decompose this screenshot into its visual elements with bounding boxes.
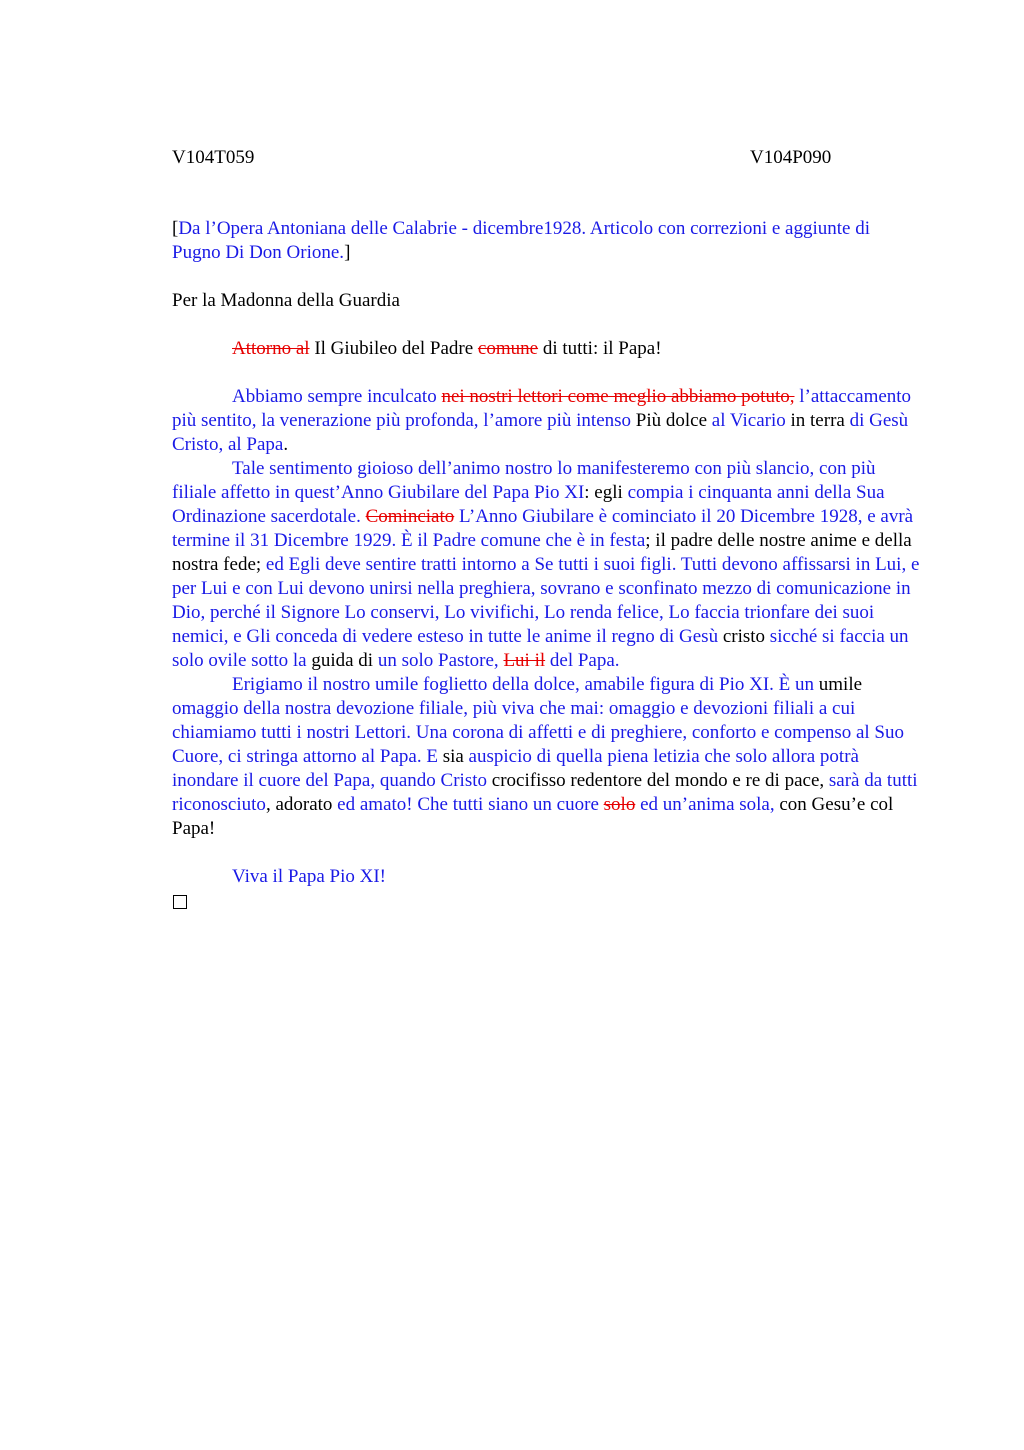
page-title: Per la Madonna della Guardia <box>172 290 400 311</box>
note-close-bracket: ] <box>344 242 351 263</box>
original-text: ; il padre delle nostre anime e della nostra fede; <box>172 530 912 575</box>
deleted-text: Attorno al <box>232 338 310 359</box>
added-text: Erigiamo il nostro umile foglietto della dolce, amabile figura di Pio XI. È un <box>232 674 815 695</box>
original-text: , adorato <box>265 794 338 815</box>
deleted-text: solo <box>603 794 636 815</box>
original-text: con Gesu’e col Papa! <box>172 794 894 839</box>
document-codes <box>172 146 920 170</box>
added-text: auspicio di quella piena letizia che solo allora potrà inondare il cuore del Papa, quando Cristo <box>172 746 859 791</box>
added-text: compia i cinquanta anni della Sua Ordinazione sacerdotale. <box>172 482 885 527</box>
original-text: in terra <box>785 410 850 431</box>
editorial-note <box>172 217 920 265</box>
deleted-text: Lui il <box>503 650 546 671</box>
added-text: sicché si faccia un solo ovile sotto la <box>172 626 909 671</box>
original-text: : egli <box>584 482 628 503</box>
added-text: l’attaccamento più sentito, la venerazione più profonda, l’amore più intenso <box>172 386 912 431</box>
added-text: ed Egli deve sentire tratti intorno a Se tutti i suoi figli. Tutti devono affissarsi in Lui, e per Lui e con Lui devono unirsi nella preghiera, sovrano e sconfinato mezzo di comunicazione in Dio, perché il Signore Lo conservi, Lo vivifichi, Lo renda felice, Lo faccia trionfare dei suoi nemici, e Gli conceda di vedere esteso in tutte le anime il regno di Gesù <box>172 554 920 647</box>
original-text: cristo <box>718 626 770 647</box>
added-text: L’Anno Giubilare è cominciato il 20 Dicembre 1928, e avrà termine il 31 Dicembre 1929. È il Padre comune che è in festa <box>172 506 914 551</box>
added-text: un solo Pastore, <box>377 650 504 671</box>
document-code-right: V104P090 <box>750 147 832 168</box>
added-text: ed amato! Che tutti siano un cuore <box>337 794 604 815</box>
original-text: Più dolce <box>631 410 712 431</box>
document-code-left: V104T059 <box>172 147 255 168</box>
original-text: guida di <box>306 650 378 671</box>
note-open-bracket: [ <box>172 218 179 239</box>
deleted-text: Cominciato <box>365 506 455 527</box>
added-text: Abbiamo sempre inculcato <box>232 386 442 407</box>
paragraph-3 <box>172 673 920 841</box>
deleted-text: comune <box>477 338 539 359</box>
note-text: Da l’Opera Antoniana delle Calabrie - dicembre1928. Articolo con correzioni e aggiunte di Pugno Di Don Orione. <box>172 218 870 263</box>
original-text: Il Giubileo del Padre <box>309 338 478 359</box>
added-text: omaggio della nostra devozione filiale, più viva che mai: omaggio e devozioni filiali a cui chiamiamo tutti i nostri Lettori. Una corona di affetti e di preghiere, conforto e compenso al Suo Cuore, ci stringa attorno al Papa. E <box>172 698 904 767</box>
closing-line: Viva il Papa Pio XI! <box>232 866 387 887</box>
original-text: . <box>283 434 289 455</box>
added-text: di Gesù Cristo, al Papa <box>172 410 909 455</box>
paragraph-1 <box>172 385 920 457</box>
added-text: sarà da tutti riconosciuto <box>172 770 918 815</box>
paragraph-2 <box>172 457 920 673</box>
deleted-text: nei nostri lettori come meglio abbiamo potuto, <box>441 386 795 407</box>
document-page <box>172 146 920 909</box>
article-subtitle <box>172 337 920 361</box>
original-text: di tutti: il Papa! <box>538 338 662 359</box>
added-text: Tale sentimento gioioso dell’animo nostro lo manifesteremo con più slancio, con più filiale affetto in quest’Anno Giubilare del Papa Pio XI <box>172 458 876 503</box>
added-text: al Vicario <box>711 410 786 431</box>
added-text: del Papa. <box>545 650 620 671</box>
original-text: crocifisso redentore del mondo e re di pace, <box>487 770 829 791</box>
original-text: umile <box>814 674 863 695</box>
original-text: sia <box>437 746 469 767</box>
added-text: ed un’anima sola, <box>635 794 775 815</box>
empty-square-icon <box>173 895 187 909</box>
